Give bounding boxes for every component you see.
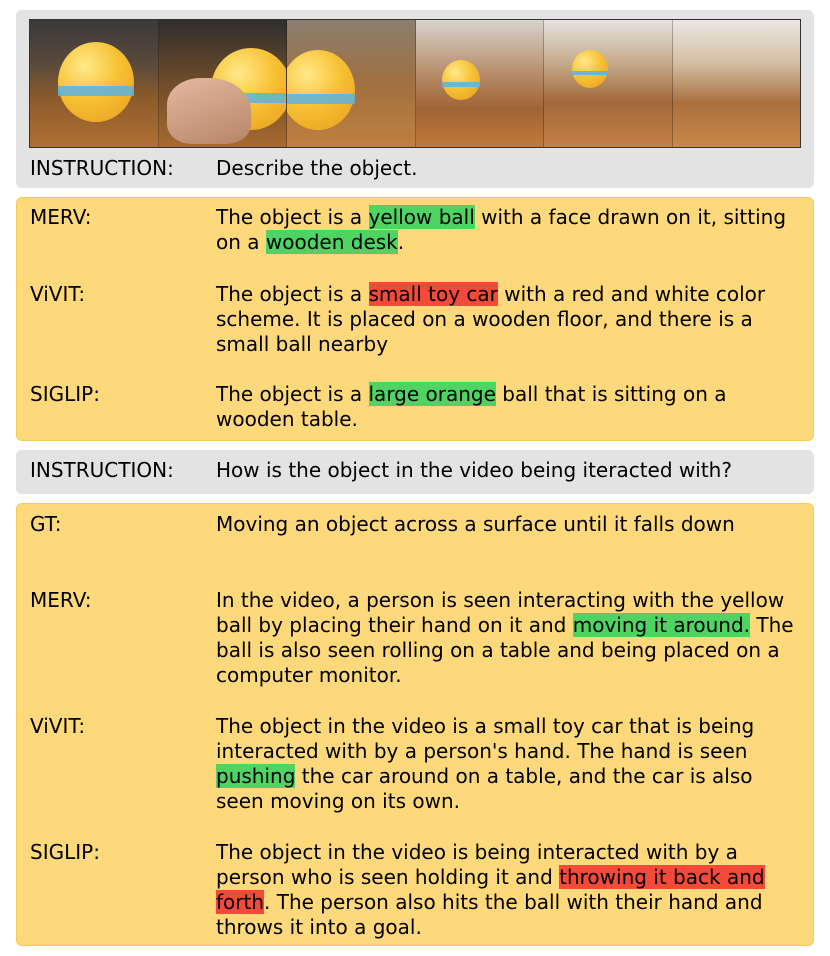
model-label-siglip: SIGLIP: <box>30 382 100 406</box>
wrong-highlight: throwing it back and forth <box>216 865 765 914</box>
instruction-label-1: INSTRUCTION: <box>30 156 174 180</box>
model-label-vivit: ViVIT: <box>30 714 86 738</box>
answer-siglip-2: The object in the video is being interacted with by a person who is seen holding it and throwing it back and forth. The person also hits the ball with their hand and throws it into a goal. <box>216 840 765 939</box>
video-frame-1 <box>30 20 159 147</box>
video-frame-2 <box>159 20 288 147</box>
correct-highlight: large orange <box>368 382 496 406</box>
video-frame-5 <box>544 20 673 147</box>
instruction-text-1: Describe the object. <box>216 156 418 180</box>
answer-vivit-2: The object in the video is a small toy car that is being interacted with by a person's hand. The hand is seen pushing the car around on a table, and the car is also seen moving on its own. <box>216 714 755 813</box>
correct-highlight: pushing <box>216 764 296 788</box>
correct-highlight: wooden desk <box>265 230 398 254</box>
video-frame-6 <box>673 20 801 147</box>
wrong-highlight: small toy car <box>368 282 498 306</box>
correct-highlight: yellow ball <box>368 205 475 229</box>
model-label-merv: MERV: <box>30 205 92 229</box>
correct-highlight: moving it around. <box>572 613 751 637</box>
video-frame-3 <box>287 20 416 147</box>
answer-merv-2: In the video, a person is seen interacting with the yellow ball by placing their hand on it and moving it around. The ball is also seen rolling on a table and being placed on a computer monitor. <box>216 588 794 687</box>
model-label-gt: GT: <box>30 512 62 536</box>
model-label-vivit: ViVIT: <box>30 282 86 306</box>
instruction-label-2: INSTRUCTION: <box>30 458 174 482</box>
answer-merv-1: The object is a yellow ball with a face drawn on it, sitting on a wooden desk. <box>216 205 787 254</box>
answer-vivit-1: The object is a small toy car with a red and white color scheme. It is placed on a wooden floor, and there is a small ball nearby <box>216 282 766 356</box>
model-label-siglip: SIGLIP: <box>30 840 100 864</box>
instruction-text-2: How is the object in the video being iteracted with? <box>216 458 732 482</box>
answer-siglip-1: The object is a large orange ball that is sitting on a wooden table. <box>216 382 727 431</box>
model-label-merv: MERV: <box>30 588 92 612</box>
video-frame-strip <box>29 19 801 148</box>
answer-gt-2: Moving an object across a surface until it falls down <box>216 512 735 536</box>
video-frame-4 <box>416 20 545 147</box>
